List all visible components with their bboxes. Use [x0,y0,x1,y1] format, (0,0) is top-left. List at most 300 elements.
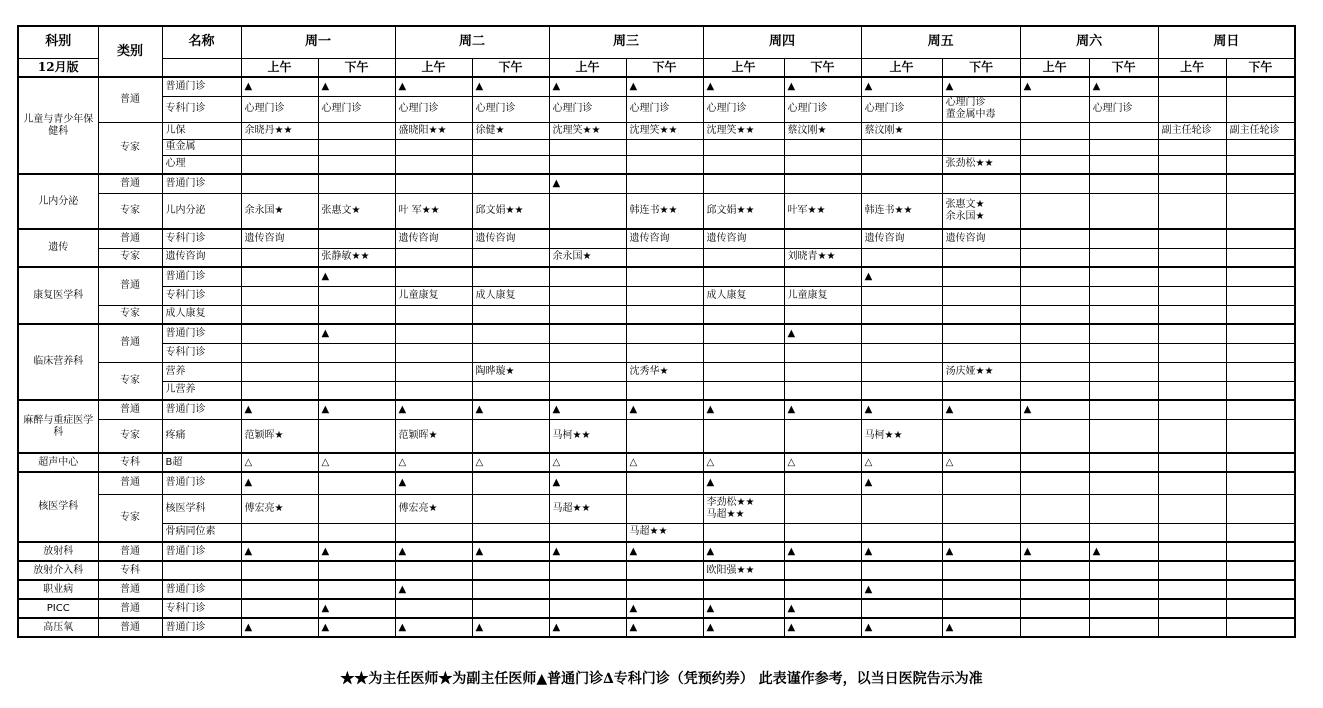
schedule-cell [626,494,703,523]
table-row [18,453,1295,472]
schedule-cell [784,362,861,381]
header-row-halves [18,58,1295,77]
schedule-cell [942,599,1020,618]
table-row [18,174,1295,193]
table-row [18,139,1295,155]
category-cell: 普通 [98,267,162,305]
schedule-cell [1089,267,1158,286]
schedule-cell [472,599,549,618]
schedule-cell [1020,174,1089,193]
schedule-cell [1158,400,1226,419]
schedule-cell [626,561,703,580]
schedule-cell [1158,248,1226,267]
schedule-cell: 遗传咨询 [703,229,784,248]
department-cell: 核医学科 [18,472,98,542]
schedule-cell [472,174,549,193]
schedule-cell [318,419,395,453]
schedule-cell: 叶 军★★ [395,193,472,229]
schedule-cell [1089,343,1158,362]
schedule-cell [241,523,318,542]
schedule-cell [549,139,626,155]
schedule-cell: 徐健★ [472,122,549,139]
schedule-cell [942,174,1020,193]
schedule-cell [1158,362,1226,381]
schedule-cell: 遗传咨询 [241,229,318,248]
schedule-cell [1226,542,1295,561]
schedule-cell [1158,472,1226,494]
legend-note: ★★为主任医师★为副主任医师▲普通门诊∆专科门诊（凭预约券） 此表谨作参考，以当日医院告示为准 [340,671,983,687]
schedule-cell [1020,267,1089,286]
schedule-cell: ▲ [549,542,626,561]
schedule-cell [703,419,784,453]
table-row [18,96,1295,122]
clinic-name-cell: 儿内分泌 [162,193,241,229]
schedule-cell [626,419,703,453]
schedule-cell [1226,580,1295,599]
table-row [18,193,1295,229]
schedule-cell [861,494,942,523]
schedule-cell: ▲ [549,472,626,494]
schedule-cell: ▲ [241,542,318,561]
schedule-cell [549,343,626,362]
schedule-cell [1158,139,1226,155]
day-header-mon: 周一 [241,26,395,58]
schedule-cell [1020,453,1089,472]
schedule-cell: ▲ [784,618,861,637]
schedule-cell [1158,618,1226,637]
schedule-cell [1226,267,1295,286]
schedule-cell [784,229,861,248]
schedule-cell: △ [703,453,784,472]
schedule-cell: ▲ [549,77,626,96]
fri-pm-header: 下午 [942,58,1020,77]
table-row [18,362,1295,381]
schedule-cell [1020,122,1089,139]
schedule-cell [318,122,395,139]
schedule-cell [1020,229,1089,248]
schedule-cell: ▲ [318,542,395,561]
schedule-cell [318,229,395,248]
schedule-cell: ▲ [318,618,395,637]
schedule-cell [1158,523,1226,542]
schedule-cell [861,561,942,580]
schedule-cell [318,362,395,381]
schedule-cell [861,523,942,542]
schedule-cell: 遗传咨询 [861,229,942,248]
schedule-cell: 沈理笑★★ [703,122,784,139]
schedule-cell [1226,155,1295,174]
schedule-cell [942,494,1020,523]
category-cell: 普通 [98,618,162,637]
name-header-blank [162,58,241,77]
schedule-cell: ▲ [626,599,703,618]
schedule-cell: 傅宏亮★ [241,494,318,523]
schedule-cell [1089,419,1158,453]
table-row [18,286,1295,305]
schedule-cell: △ [549,453,626,472]
schedule-cell [626,305,703,324]
clinic-name-cell: 成人康复 [162,305,241,324]
schedule-cell [1089,494,1158,523]
schedule-cell: 遗传咨询 [942,229,1020,248]
clinic-name-cell [162,561,241,580]
category-cell: 普通 [98,174,162,193]
day-header-sat: 周六 [1020,26,1158,58]
schedule-cell [395,305,472,324]
schedule-cell [703,139,784,155]
schedule-cell [784,305,861,324]
schedule-cell [1020,381,1089,400]
schedule-cell [626,324,703,343]
schedule-cell [1020,155,1089,174]
department-cell: 儿内分泌 [18,174,98,229]
category-cell: 专科 [98,453,162,472]
schedule-cell: 邱文娟★★ [703,193,784,229]
category-cell: 普通 [98,324,162,362]
schedule-cell [1089,139,1158,155]
schedule-cell: 汤庆娅★★ [942,362,1020,381]
sun-am-header: 上午 [1158,58,1226,77]
schedule-cell [241,381,318,400]
schedule-cell [1226,248,1295,267]
schedule-cell [703,267,784,286]
schedule-cell [861,305,942,324]
department-cell: 临床营养科 [18,324,98,400]
department-cell: 遗传 [18,229,98,267]
schedule-cell [1020,305,1089,324]
schedule-cell [784,419,861,453]
schedule-cell: 副主任轮诊 [1158,122,1226,139]
schedule-cell [1226,139,1295,155]
schedule-cell: ▲ [942,77,1020,96]
schedule-cell: ▲ [1089,542,1158,561]
schedule-cell [1226,400,1295,419]
clinic-name-cell: 普通门诊 [162,267,241,286]
schedule-cell [1226,229,1295,248]
schedule-cell: ▲ [861,267,942,286]
schedule-cell [549,324,626,343]
schedule-cell [1226,472,1295,494]
schedule-cell [861,324,942,343]
schedule-cell [472,561,549,580]
schedule-cell: 韩连书★★ [626,193,703,229]
schedule-cell [1226,453,1295,472]
schedule-cell [549,561,626,580]
schedule-cell [784,523,861,542]
schedule-cell [626,472,703,494]
schedule-cell: ▲ [861,542,942,561]
schedule-cell [1089,400,1158,419]
clinic-name-cell: 普通门诊 [162,324,241,343]
schedule-cell [318,139,395,155]
schedule-cell [942,267,1020,286]
schedule-cell: 沈理笑★★ [626,122,703,139]
schedule-cell [395,174,472,193]
schedule-cell [318,472,395,494]
schedule-cell: 心理门诊 董金属中毒 [942,96,1020,122]
schedule-cell: 心理门诊 [1089,96,1158,122]
schedule-cell [318,494,395,523]
thu-am-header: 上午 [703,58,784,77]
schedule-cell: ▲ [472,77,549,96]
clinic-schedule-table [17,25,1296,638]
category-cell: 专家 [98,305,162,324]
schedule-cell: 张静敏★★ [318,248,395,267]
schedule-cell [942,419,1020,453]
schedule-cell [1089,561,1158,580]
schedule-cell [318,305,395,324]
schedule-cell: ▲ [318,400,395,419]
schedule-cell [1158,229,1226,248]
sat-pm-header: 下午 [1089,58,1158,77]
table-row [18,618,1295,637]
clinic-name-cell: 心理 [162,155,241,174]
schedule-cell: ▲ [942,542,1020,561]
schedule-cell [1158,305,1226,324]
schedule-cell: ▲ [549,618,626,637]
category-cell: 专家 [98,419,162,453]
schedule-cell [1226,618,1295,637]
schedule-cell [1158,343,1226,362]
schedule-cell: ▲ [861,77,942,96]
schedule-cell [1089,174,1158,193]
schedule-cell: ▲ [395,618,472,637]
table-row [18,324,1295,343]
name-header: 名称 [162,26,241,58]
department-cell: 康复医学科 [18,267,98,324]
schedule-cell [318,580,395,599]
schedule-cell: ▲ [318,599,395,618]
schedule-cell [703,324,784,343]
table-row [18,381,1295,400]
category-cell: 普通 [98,580,162,599]
schedule-cell: 李劲松★★ 马超★★ [703,494,784,523]
table-row [18,599,1295,618]
schedule-cell [626,343,703,362]
schedule-cell [703,248,784,267]
schedule-cell [241,561,318,580]
schedule-cell [472,494,549,523]
schedule-cell [1089,305,1158,324]
schedule-cell: 张惠文★ 余永国★ [942,193,1020,229]
schedule-cell [241,139,318,155]
table-row [18,494,1295,523]
table-row [18,267,1295,286]
category-cell: 普通 [98,229,162,248]
schedule-cell: 心理门诊 [703,96,784,122]
schedule-cell [784,155,861,174]
schedule-cell: ▲ [1020,542,1089,561]
schedule-cell [318,286,395,305]
schedule-cell: ▲ [784,599,861,618]
table-row [18,305,1295,324]
schedule-cell [318,523,395,542]
schedule-cell [861,139,942,155]
department-cell: 高压氧 [18,618,98,637]
schedule-cell [784,381,861,400]
schedule-cell: ▲ [703,400,784,419]
schedule-cell [703,381,784,400]
schedule-cell [942,523,1020,542]
schedule-cell: 心理门诊 [784,96,861,122]
schedule-cell [395,381,472,400]
schedule-cell [703,155,784,174]
schedule-cell [1020,248,1089,267]
mon-am-header: 上午 [241,58,318,77]
schedule-cell [1089,618,1158,637]
schedule-cell: 余晓丹★★ [241,122,318,139]
schedule-cell [626,139,703,155]
schedule-cell [472,343,549,362]
schedule-cell: ▲ [861,618,942,637]
schedule-cell [395,324,472,343]
schedule-cell: 遗传咨询 [472,229,549,248]
schedule-cell [395,599,472,618]
schedule-cell: ▲ [703,77,784,96]
schedule-cell [1089,229,1158,248]
table-row [18,542,1295,561]
schedule-cell [1089,248,1158,267]
schedule-cell [1158,155,1226,174]
schedule-cell [626,580,703,599]
schedule-cell: ▲ [472,400,549,419]
schedule-cell: 心理门诊 [472,96,549,122]
schedule-cell [1158,542,1226,561]
schedule-cell [626,381,703,400]
schedule-cell [861,174,942,193]
schedule-cell [472,305,549,324]
schedule-cell [1226,523,1295,542]
schedule-cell: △ [861,453,942,472]
schedule-cell [1089,155,1158,174]
schedule-cell [784,139,861,155]
schedule-cell: 盛晓阳★★ [395,122,472,139]
schedule-cell [784,472,861,494]
schedule-cell [942,561,1020,580]
schedule-cell: 蔡汶刚★ [861,122,942,139]
department-cell: 超声中心 [18,453,98,472]
table-row [18,155,1295,174]
schedule-cell [1158,561,1226,580]
schedule-cell [784,267,861,286]
schedule-cell [626,174,703,193]
schedule-cell: △ [626,453,703,472]
schedule-cell [1158,324,1226,343]
schedule-cell [1158,193,1226,229]
schedule-cell [318,343,395,362]
schedule-cell [942,305,1020,324]
schedule-cell: 心理门诊 [241,96,318,122]
schedule-cell [318,174,395,193]
schedule-cell [549,193,626,229]
schedule-cell [703,305,784,324]
schedule-cell: ▲ [241,618,318,637]
schedule-cell [395,155,472,174]
schedule-cell [1089,122,1158,139]
schedule-cell [861,599,942,618]
schedule-cell: 范颖晖★ [241,419,318,453]
clinic-name-cell: 普通门诊 [162,618,241,637]
category-cell: 普通 [98,77,162,122]
schedule-cell [472,523,549,542]
schedule-cell [1089,286,1158,305]
schedule-cell: 心理门诊 [395,96,472,122]
schedule-cell [549,580,626,599]
schedule-cell: ▲ [784,77,861,96]
schedule-cell: ▲ [1020,400,1089,419]
schedule-cell: 成人康复 [703,286,784,305]
schedule-cell [703,523,784,542]
schedule-cell [1089,324,1158,343]
schedule-cell [784,343,861,362]
schedule-cell: 范颖晖★ [395,419,472,453]
schedule-cell [1020,96,1089,122]
category-cell: 专家 [98,362,162,400]
schedule-cell [549,305,626,324]
schedule-cell [942,472,1020,494]
schedule-cell [942,139,1020,155]
schedule-cell [395,248,472,267]
schedule-cell [472,580,549,599]
schedule-cell [472,472,549,494]
schedule-cell [395,139,472,155]
schedule-cell [395,523,472,542]
schedule-cell [241,267,318,286]
schedule-cell [1020,599,1089,618]
schedule-cell [942,381,1020,400]
schedule-cell: 沈秀华★ [626,362,703,381]
schedule-cell [1158,599,1226,618]
schedule-cell: 马超★★ [626,523,703,542]
schedule-cell [703,580,784,599]
schedule-cell [703,174,784,193]
table-row [18,419,1295,453]
clinic-name-cell: 专科门诊 [162,96,241,122]
schedule-cell: △ [241,453,318,472]
schedule-cell [942,248,1020,267]
type-header: 类别 [98,26,162,77]
schedule-cell [703,362,784,381]
schedule-cell: ▲ [703,618,784,637]
schedule-cell [241,362,318,381]
schedule-cell [1158,580,1226,599]
schedule-cell [1158,419,1226,453]
clinic-name-cell: 普通门诊 [162,472,241,494]
schedule-cell [626,286,703,305]
table-row [18,400,1295,419]
category-cell: 普通 [98,542,162,561]
table-row [18,561,1295,580]
schedule-cell: ▲ [549,174,626,193]
schedule-cell: 心理门诊 [549,96,626,122]
dept-header: 科别 [18,26,98,58]
schedule-cell [861,381,942,400]
day-header-fri: 周五 [861,26,1020,58]
schedule-cell [1226,174,1295,193]
schedule-cell: ▲ [472,542,549,561]
table-row [18,343,1295,362]
clinic-name-cell: 重金属 [162,139,241,155]
schedule-cell [1226,343,1295,362]
schedule-cell [1020,286,1089,305]
schedule-cell [549,523,626,542]
schedule-cell [942,580,1020,599]
schedule-cell [318,155,395,174]
schedule-cell [626,155,703,174]
schedule-cell: 余永国★ [549,248,626,267]
schedule-cell [1226,561,1295,580]
schedule-cell: ▲ [472,618,549,637]
